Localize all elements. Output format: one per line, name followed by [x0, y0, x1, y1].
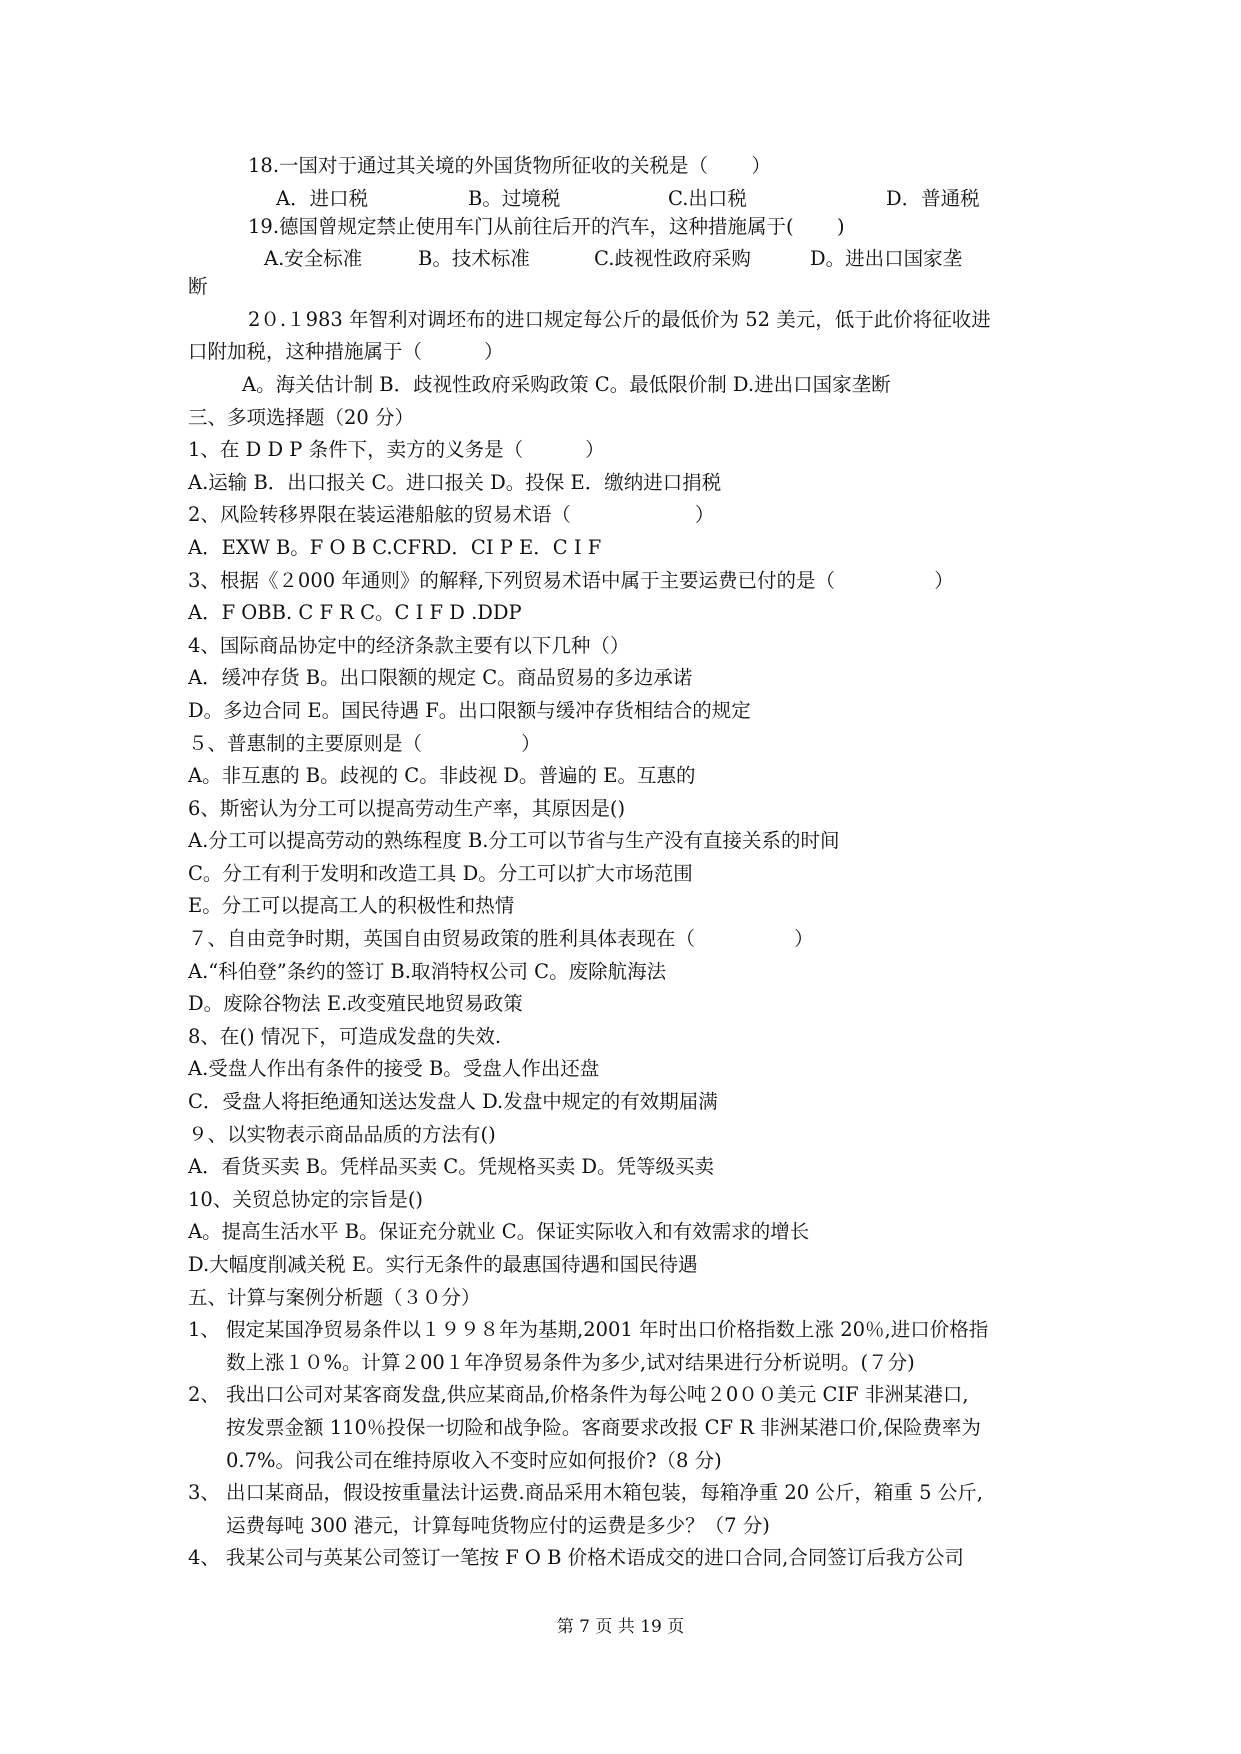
page-content — [188, 150, 1068, 1575]
text-line: ５、普惠制的主要原则是（ ） — [188, 731, 541, 755]
text-line: 数上涨１０%。计算２00１年净贸易条件为多少,试对结果进行分析说明。(７分) — [226, 1350, 915, 1374]
question-20-options: A。海关估计制 B．歧视性政府采购政策 C。最低限价制 D.进出口国家垄断 — [242, 372, 891, 396]
text-line: A.运输 B．出口报关 C。进口报关 D。投保 E．缴纳进口捐税 — [188, 470, 722, 494]
option-c: C.出口税 — [668, 186, 747, 210]
option-b: B。过境税 — [468, 186, 561, 210]
text-line: 10、关贸总协定的宗旨是() — [188, 1187, 424, 1211]
text-line: 假定某国净贸易条件以１９９８年为基期,2001 年时出口价格指数上涨 20％,进口价格指 — [226, 1318, 989, 1342]
text-line: D。多边合同 E。国民待遇 F。出口限额与缓冲存货相结合的规定 — [188, 698, 751, 722]
item-text — [226, 1477, 1068, 1542]
text-line: 4、国际商品协定中的经济条款主要有以下几种（） — [188, 633, 630, 657]
text-line: 6、斯密认为分工可以提高劳动生产率，其原因是() — [188, 796, 626, 820]
case-item-1 — [188, 1314, 1068, 1379]
text-line: 0.7%。问我公司在维持原收入不变时应如何报价?（8 分) — [226, 1448, 722, 1472]
question-20-stem-line1: 2０.１983 年智利对调坯布的进口规定每公斤的最低价为 52 美元，低于此价将征收进 — [248, 307, 991, 331]
question-19-stem: 19.德国曾规定禁止使用车门从前往后开的汽车，这种措施属于( ) — [248, 214, 845, 238]
case-item-4 — [188, 1542, 1068, 1575]
question-19-options — [188, 243, 1068, 271]
item-text — [226, 1542, 1068, 1575]
case-item-2 — [188, 1379, 1068, 1477]
text-line: 1、在 D D P 条件下，卖方的义务是（ ） — [188, 438, 605, 462]
item-text — [226, 1379, 1068, 1477]
section-3-lines — [188, 434, 1068, 1281]
text-line: 8、在() 情况下，可造成发盘的失效. — [188, 1024, 502, 1048]
text-line: D.大幅度削减关税 E。实行无条件的最惠国待遇和国民待遇 — [188, 1253, 698, 1276]
text-line: 出口某商品，假设按重量法计运费.商品采用木箱包装，每箱净重 20 公斤，箱重 5 公斤, — [226, 1481, 983, 1505]
text-line: A．看货买卖 B。凭样品买卖 C。凭规格买卖 D。凭等级买卖 — [188, 1155, 715, 1179]
page-footer: 第 7 页 共 19 页 — [556, 1617, 685, 1637]
text-line: 我某公司与英某公司签订一笔按 F O B 价格术语成交的进口合同,合同签订后我方公司 — [226, 1546, 964, 1570]
item-number: 3、 — [188, 1481, 220, 1505]
item-text — [226, 1314, 1068, 1379]
item-number: 2、 — [188, 1383, 220, 1407]
text-line: 我出口公司对某客商发盘,供应某商品,价格条件为每公吨２0００美元 CIF 非洲某港口, — [226, 1383, 969, 1407]
text-line: E。分工可以提高工人的积极性和热情 — [188, 894, 515, 918]
text-line: C。分工有利于发明和改造工具 D。分工可以扩大市场范围 — [188, 861, 693, 885]
item-number: 4、 — [188, 1546, 220, 1570]
text-line: A。提高生活水平 B。保证充分就业 C。保证实际收入和有效需求的增长 — [188, 1220, 810, 1244]
option-b: B。技术标准 — [418, 247, 530, 271]
text-line: 按发票金额 110％投保一切险和战争险。客商要求改报 CF R 非洲某港口价,保险费率为 — [226, 1415, 981, 1439]
option-a: A.安全标准 — [264, 247, 363, 271]
text-line: 运费每吨 300 港元，计算每吨货物应付的运费是多少？（7 分) — [226, 1513, 770, 1537]
text-line: A．缓冲存货 B。出口限额的规定 C。商品贸易的多边承诺 — [188, 666, 693, 690]
text-line: 3、根据《２000 年通则》的解释,下列贸易术语中属于主要运费已付的是（ ） — [188, 568, 954, 592]
text-line: ７、自由竞争时期，英国自由贸易政策的胜利具体表现在（ ） — [188, 927, 814, 951]
question-19-wrap: 断 — [188, 275, 208, 299]
text-line: D。废除谷物法 E.改变殖民地贸易政策 — [188, 992, 523, 1016]
text-line: A．EXW B。F O B C.CFRD．CI P E．C I F — [188, 535, 602, 559]
text-line: A。非互惠的 B。歧视的 C。非歧视 D。普遍的 E。互惠的 — [188, 764, 696, 788]
case-item-3 — [188, 1477, 1068, 1542]
question-18-stem: 18.一国对于通过其关境的外国货物所征收的关税是（ ） — [248, 154, 771, 177]
option-d: D。进出口国家垄 — [810, 247, 963, 271]
option-c: C.歧视性政府采购 — [594, 247, 751, 271]
section-5-title: 五、计算与案例分析题（３０分） — [188, 1285, 481, 1309]
question-20-stem-line2: 口附加税，这种措施属于（ ） — [188, 340, 504, 364]
text-line: A．F OBB. C F R C。C I F D .DDP — [188, 601, 522, 625]
text-line: A.受盘人作出有条件的接受 B。受盘人作出还盘 — [188, 1057, 600, 1081]
question-18-options — [188, 183, 1068, 211]
text-line: A.分工可以提高劳动的熟练程度 B.分工可以节省与生产没有直接关系的时间 — [188, 829, 840, 853]
text-line: ９、以实物表示商品品质的方法有() — [188, 1122, 496, 1146]
item-number: 1、 — [188, 1318, 220, 1342]
section-3-title: 三、多项选择题（20 分） — [188, 405, 415, 429]
option-a: A．进口税 — [276, 186, 369, 210]
text-line: 2、风险转移界限在装运港船舷的贸易术语（ ） — [188, 503, 715, 527]
option-d: D．普通税 — [886, 186, 980, 210]
text-line: C．受盘人将拒绝通知送达发盘人 D.发盘中规定的有效期届满 — [188, 1090, 718, 1114]
text-line: A.“科伯登”条约的签订 B.取消特权公司 C。废除航海法 — [188, 959, 667, 983]
